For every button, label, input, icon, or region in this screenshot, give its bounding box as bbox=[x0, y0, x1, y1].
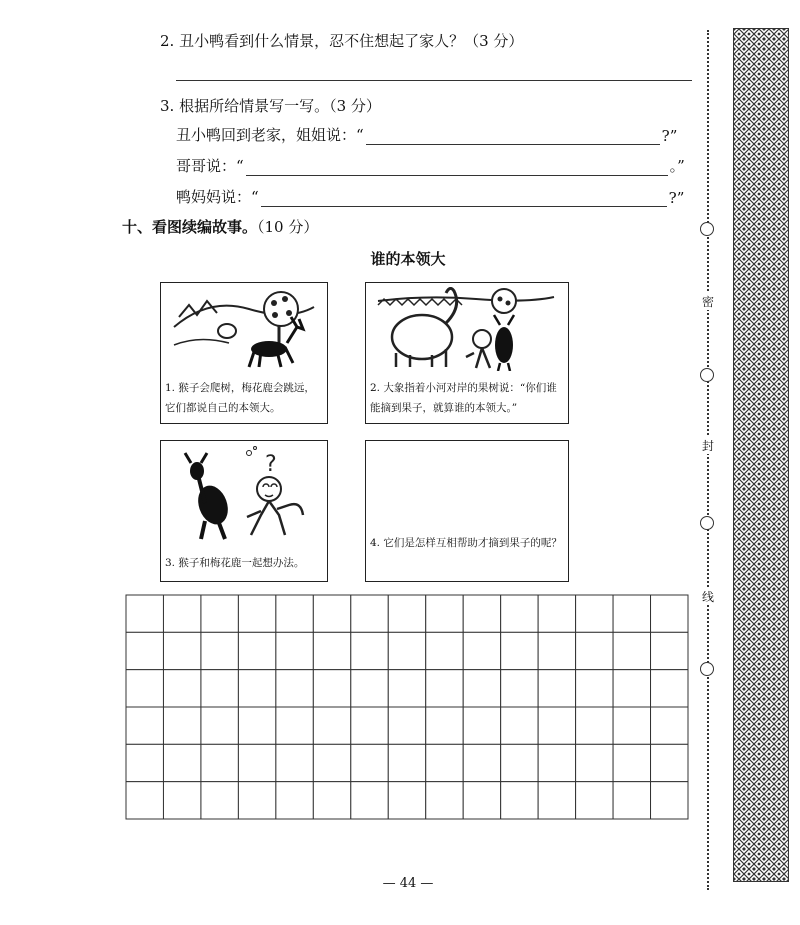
grid-cell[interactable] bbox=[238, 707, 275, 744]
grid-cell[interactable] bbox=[463, 744, 500, 781]
grid-cell[interactable] bbox=[426, 782, 463, 819]
grid-cell[interactable] bbox=[126, 707, 163, 744]
grid-cell[interactable] bbox=[576, 782, 613, 819]
fill-blank[interactable] bbox=[246, 159, 668, 176]
grid-cell[interactable] bbox=[538, 707, 575, 744]
binding-circle-icon bbox=[700, 516, 714, 530]
grid-cell[interactable] bbox=[351, 782, 388, 819]
grid-cell[interactable] bbox=[501, 595, 538, 632]
grid-cell[interactable] bbox=[651, 670, 688, 707]
grid-cell[interactable] bbox=[238, 595, 275, 632]
grid-cell[interactable] bbox=[276, 670, 313, 707]
monkey-tree-deer-illustration bbox=[169, 287, 319, 371]
writing-grid[interactable] bbox=[125, 594, 689, 820]
binding-dotted-line bbox=[707, 30, 709, 890]
fill-row-2 bbox=[176, 155, 685, 176]
grid-cell[interactable] bbox=[276, 744, 313, 781]
grid-cell[interactable] bbox=[426, 632, 463, 669]
grid-cell[interactable] bbox=[651, 707, 688, 744]
grid-cell[interactable] bbox=[613, 632, 650, 669]
story-panel-3 bbox=[160, 440, 328, 582]
svg-text:?: ? bbox=[265, 452, 277, 477]
grid-cell[interactable] bbox=[201, 707, 238, 744]
grid-cell[interactable] bbox=[463, 670, 500, 707]
grid-cell[interactable] bbox=[238, 670, 275, 707]
grid-cell[interactable] bbox=[238, 744, 275, 781]
grid-cell[interactable] bbox=[163, 632, 200, 669]
fill-row-prefix: 哥哥说：“ bbox=[176, 157, 244, 175]
grid-cell[interactable] bbox=[388, 782, 425, 819]
panel-2-caption: 2. 大象指着小河对岸的果树说：“你们谁能摘到果子，就算谁的本领大。” bbox=[370, 382, 557, 414]
grid-cell[interactable] bbox=[351, 595, 388, 632]
fill-row-1 bbox=[176, 124, 677, 145]
page-number bbox=[0, 876, 800, 891]
grid-cell[interactable] bbox=[126, 632, 163, 669]
grid-cell[interactable] bbox=[126, 782, 163, 819]
panel-1-caption: 1. 猴子会爬树，梅花鹿会跳远，它们都说自己的本领大。 bbox=[165, 382, 315, 414]
fill-row-3 bbox=[176, 186, 684, 207]
grid-cell[interactable] bbox=[313, 782, 350, 819]
grid-cell[interactable] bbox=[313, 707, 350, 744]
grid-cell[interactable] bbox=[651, 744, 688, 781]
grid-cell[interactable] bbox=[576, 707, 613, 744]
grid-cell[interactable] bbox=[313, 744, 350, 781]
elephant-monkey-deer-illustration bbox=[376, 287, 556, 371]
grid-cell[interactable] bbox=[126, 595, 163, 632]
grid-cell[interactable] bbox=[276, 595, 313, 632]
grid-cell[interactable] bbox=[313, 632, 350, 669]
grid-cell[interactable] bbox=[351, 632, 388, 669]
grid-cell[interactable] bbox=[613, 782, 650, 819]
fill-row-suffix: 。” bbox=[669, 157, 685, 175]
grid-cell[interactable] bbox=[388, 632, 425, 669]
binding-char-closure: 封 bbox=[701, 439, 714, 453]
grid-cell[interactable] bbox=[388, 744, 425, 781]
grid-cell[interactable] bbox=[163, 744, 200, 781]
story-title bbox=[0, 248, 800, 269]
binding-circle-icon bbox=[700, 222, 714, 236]
section-10-points: （10 分） bbox=[257, 218, 319, 236]
grid-cell[interactable] bbox=[501, 707, 538, 744]
grid-cell[interactable] bbox=[276, 707, 313, 744]
grid-cell[interactable] bbox=[126, 670, 163, 707]
grid-cell[interactable] bbox=[426, 670, 463, 707]
grid-cell[interactable] bbox=[613, 595, 650, 632]
grid-cell[interactable] bbox=[501, 782, 538, 819]
grid-cell[interactable] bbox=[576, 632, 613, 669]
grid-cell[interactable] bbox=[313, 670, 350, 707]
grid-cell[interactable] bbox=[651, 595, 688, 632]
grid-cell[interactable] bbox=[463, 782, 500, 819]
story-panel-4 bbox=[365, 440, 569, 582]
answer-line-q2[interactable] bbox=[176, 80, 692, 81]
grid-cell[interactable] bbox=[388, 707, 425, 744]
grid-cell[interactable] bbox=[351, 670, 388, 707]
grid-cell[interactable] bbox=[163, 707, 200, 744]
binding-circle-icon bbox=[700, 662, 714, 676]
grid-cell[interactable] bbox=[313, 595, 350, 632]
grid-cell[interactable] bbox=[426, 707, 463, 744]
fill-row-prefix: 鸭妈妈说：“ bbox=[176, 188, 259, 206]
panel-3-caption: 3. 猴子和梅花鹿一起想办法。 bbox=[165, 557, 305, 569]
grid-cell[interactable] bbox=[351, 707, 388, 744]
grid-cell[interactable] bbox=[426, 744, 463, 781]
grid-cell[interactable] bbox=[576, 595, 613, 632]
grid-cell[interactable] bbox=[463, 707, 500, 744]
grid-cell[interactable] bbox=[351, 744, 388, 781]
story-panel-1 bbox=[160, 282, 328, 424]
grid-cell[interactable] bbox=[538, 782, 575, 819]
grid-cell[interactable] bbox=[538, 595, 575, 632]
grid-cell[interactable] bbox=[163, 595, 200, 632]
fill-row-suffix: ?” bbox=[661, 127, 678, 145]
grid-cell[interactable] bbox=[426, 595, 463, 632]
binding-char-line: 线 bbox=[701, 590, 714, 604]
question-3: 3. 根据所给情景写一写。（3 分） bbox=[160, 97, 381, 115]
section-10-title bbox=[122, 216, 318, 237]
deer-monkey-thinking-illustration bbox=[169, 445, 319, 541]
section-10-heading: 十、看图续编故事。 bbox=[122, 218, 258, 236]
grid-cell[interactable] bbox=[276, 782, 313, 819]
fill-blank[interactable] bbox=[366, 128, 660, 145]
grid-cell[interactable] bbox=[201, 744, 238, 781]
grid-cell[interactable] bbox=[538, 670, 575, 707]
grid-cell[interactable] bbox=[388, 595, 425, 632]
grid-cell[interactable] bbox=[501, 632, 538, 669]
binding-circle-icon bbox=[700, 368, 714, 382]
question-2: 2. 丑小鸭看到什么情景，忍不住想起了家人？（3 分） bbox=[160, 32, 524, 50]
grid-cell[interactable] bbox=[613, 744, 650, 781]
grid-cell[interactable] bbox=[388, 670, 425, 707]
grid-cell[interactable] bbox=[463, 632, 500, 669]
panel-4-caption: 4. 它们是怎样互相帮助才摘到果子的呢？ bbox=[370, 537, 562, 549]
story-panel-2 bbox=[365, 282, 569, 424]
grid-cell[interactable] bbox=[463, 595, 500, 632]
page-number-text: — 44 — bbox=[382, 876, 434, 891]
decorative-border-pattern bbox=[733, 28, 789, 882]
grid-cell[interactable] bbox=[501, 670, 538, 707]
fill-row-suffix: ?” bbox=[668, 189, 685, 207]
grid-cell[interactable] bbox=[576, 744, 613, 781]
grid-cell[interactable] bbox=[613, 707, 650, 744]
fill-blank[interactable] bbox=[261, 190, 667, 207]
grid-cell[interactable] bbox=[201, 632, 238, 669]
grid-cell[interactable] bbox=[201, 670, 238, 707]
grid-cell[interactable] bbox=[613, 670, 650, 707]
grid-cell[interactable] bbox=[201, 595, 238, 632]
grid-cell[interactable] bbox=[651, 632, 688, 669]
grid-cell[interactable] bbox=[163, 782, 200, 819]
grid-cell[interactable] bbox=[576, 670, 613, 707]
grid-cell[interactable] bbox=[126, 744, 163, 781]
grid-cell[interactable] bbox=[163, 670, 200, 707]
grid-cell[interactable] bbox=[201, 782, 238, 819]
story-title-text: 谁的本领大 bbox=[370, 250, 446, 268]
grid-cell[interactable] bbox=[538, 632, 575, 669]
grid-cell[interactable] bbox=[538, 744, 575, 781]
fill-row-prefix: 丑小鸭回到老家，姐姐说：“ bbox=[176, 126, 364, 144]
grid-cell[interactable] bbox=[651, 782, 688, 819]
grid-cell[interactable] bbox=[276, 632, 313, 669]
grid-cell[interactable] bbox=[238, 782, 275, 819]
binding-char-seal: 密 bbox=[701, 295, 714, 309]
grid-cell[interactable] bbox=[238, 632, 275, 669]
grid-cell[interactable] bbox=[501, 744, 538, 781]
